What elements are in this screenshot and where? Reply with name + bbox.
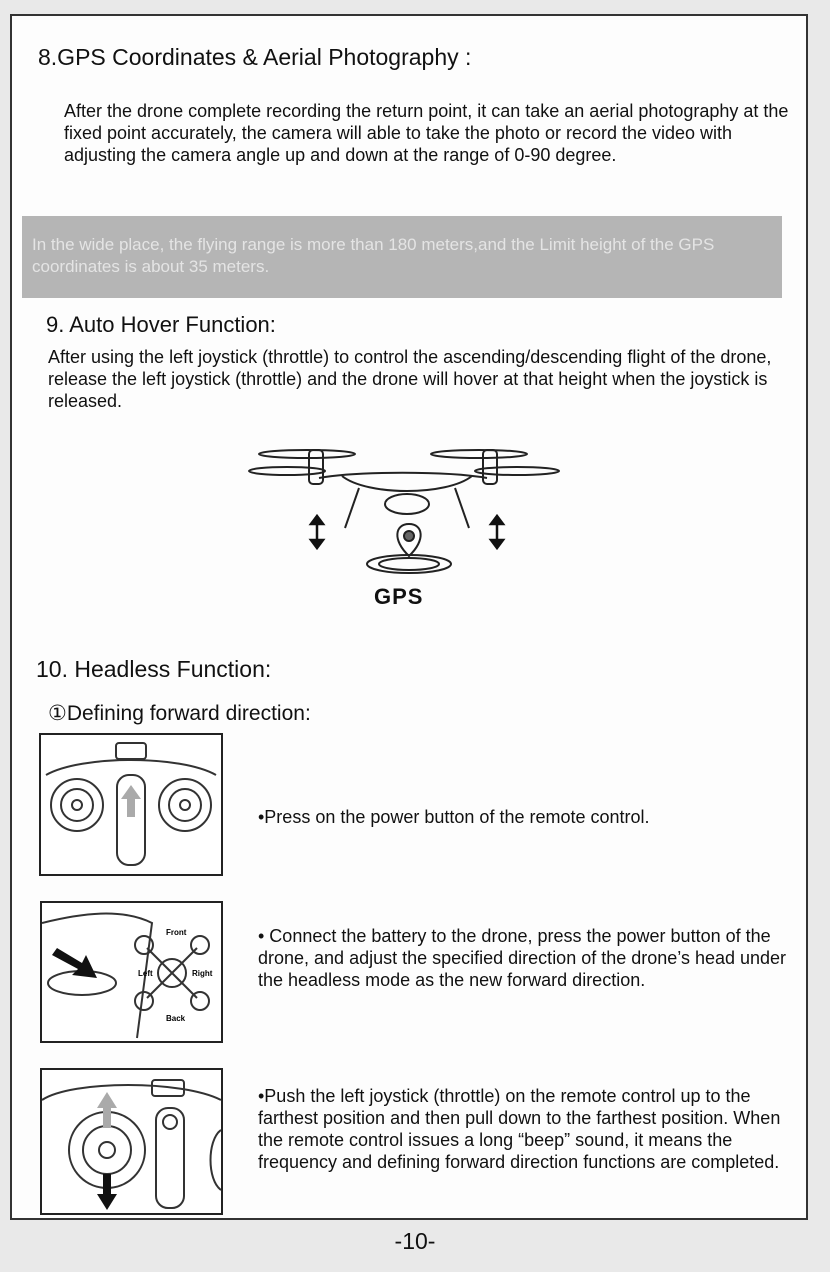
joystick-throttle-image [40, 1068, 223, 1215]
back-label: Back [166, 1014, 186, 1023]
section-9-body: After using the left joystick (throttle) to control the ascending/descending flight of the drone, release the left joystick (throttle) and the drone will hover at that height when the joystick is released. [48, 347, 772, 411]
remote-control-icon [41, 735, 221, 874]
drone-direction-image [40, 901, 223, 1043]
front-label: Front [166, 928, 187, 937]
left-label: Left [138, 969, 153, 978]
step-2-text: • Connect the battery to the drone, press the power button of the drone, and adjust the specified direction of the drone’s head under the headless mode as the new forward direction. [258, 926, 787, 990]
right-label: Right [192, 969, 213, 978]
step-1-text: •Press on the power button of the remote control. [258, 807, 650, 827]
drone-top-view-icon [42, 903, 221, 1041]
section-10-title: 10. Headless Function: [36, 656, 272, 682]
section-8-body: After the drone complete recording the return point, it can take an aerial photography at the fixed point accurately, the camera will able to take the photo or record the video with adjusting the camera angle up and down at the range of 0-90 degree. [64, 101, 789, 165]
gps-label: GPS [374, 584, 424, 609]
joystick-throttle-icon [42, 1070, 221, 1213]
step-3-text: •Push the left joystick (throttle) on the remote control up to the farthest position and then pull down to the farthest position. When the remote control issues a long “beep” sound, it means the frequency and defining forward direction functions are completed. [258, 1086, 781, 1172]
page-number: -10- [394, 1228, 436, 1254]
remote-control-power-image [39, 733, 223, 876]
page-frame [10, 14, 808, 1220]
section-10-subtitle: ①Defining forward direction: [48, 702, 311, 725]
section-9-title: 9. Auto Hover Function: [46, 312, 276, 337]
range-note-banner: In the wide place, the flying range is more than 180 meters,and the Limit height of the GPS coordinates is about 35 meters. [22, 216, 782, 298]
section-8-title: 8.GPS Coordinates & Aerial Photography : [38, 44, 472, 70]
